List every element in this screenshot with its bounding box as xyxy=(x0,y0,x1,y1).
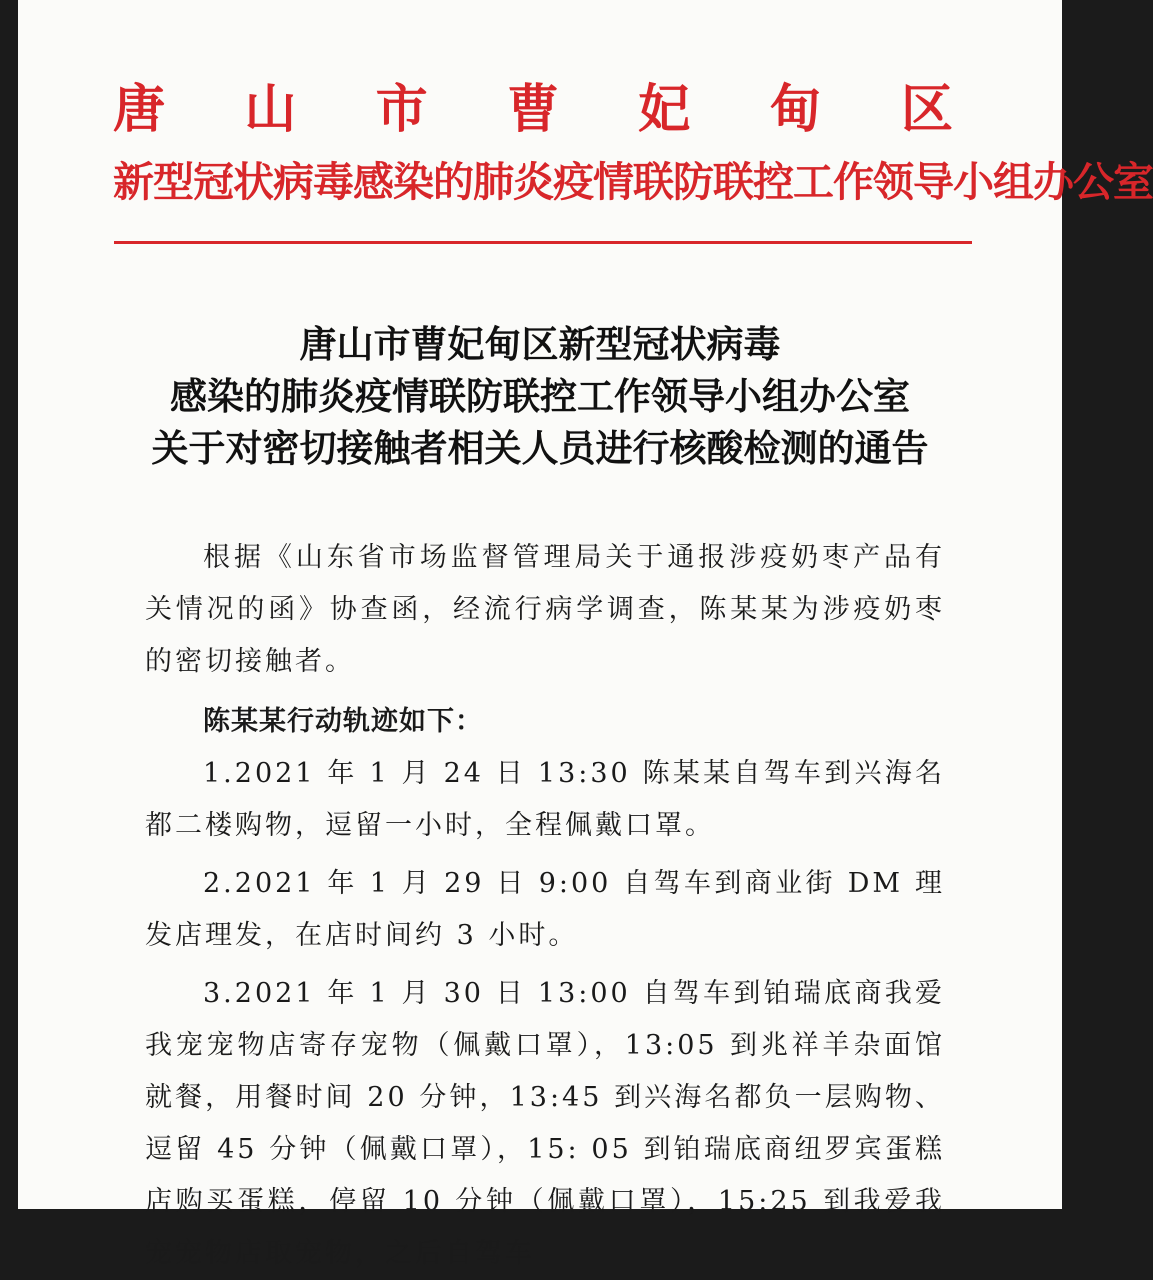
title-line: 关于对密切接触者相关人员进行核酸检测的通告 xyxy=(151,426,929,470)
notice-title xyxy=(58,318,1022,474)
org-char: 区 xyxy=(900,79,953,140)
notice-body xyxy=(145,532,945,1280)
org-char: 甸 xyxy=(769,79,822,140)
org-char: 唐 xyxy=(113,79,166,140)
title-line: 感染的肺炎疫情联防联控工作领导小组办公室 xyxy=(170,374,910,418)
track-heading: 陈某某行动轨迹如下： xyxy=(203,706,483,737)
red-divider-line xyxy=(114,241,972,244)
issuing-organization-name xyxy=(113,78,953,142)
track-item: 1.2021 年 1 月 24 日 13:30 陈某某自驾车到兴海名都二楼购物，逗留一小时，全程佩戴口罩。 xyxy=(145,758,945,841)
track-item: 2.2021 年 1 月 29 日 9:00 自驾车到商业街 DM 理发店理发，在店时间约 3 小时。 xyxy=(145,868,945,951)
intro-paragraph: 根据《山东省市场监督管理局关于通报涉疫奶枣产品有关情况的函》协查函，经流行病学调查，陈某某为涉疫奶枣的密切接触者。 xyxy=(145,542,945,677)
org-char: 市 xyxy=(375,79,428,140)
track-item: 3.2021 年 1 月 30 日 13:00 自驾车到铂瑞底商我爱我宠宠物店寄存宠物（佩戴口罩），13:05 到兆祥羊杂面馆就餐，用餐时间 20 分钟，13:45 到兴海名都负一层购物、逗留 45 分钟（佩戴口罩），15: 05 到铂瑞底商纽罗宾蛋糕店购买蛋糕，停留 10 分钟（佩戴口罩），15:25 到我爱我宠宠物店取宠物，之后自驾车 xyxy=(145,978,945,1269)
org-char: 山 xyxy=(244,79,297,140)
issuing-office-name: 新型冠状病毒感染的肺炎疫情联防联控工作领导小组办公室 xyxy=(113,158,1153,206)
document-page xyxy=(18,0,1153,1269)
org-char: 妃 xyxy=(638,79,691,140)
org-char: 曹 xyxy=(506,79,559,140)
title-line: 唐山市曹妃甸区新型冠状病毒 xyxy=(299,322,781,366)
